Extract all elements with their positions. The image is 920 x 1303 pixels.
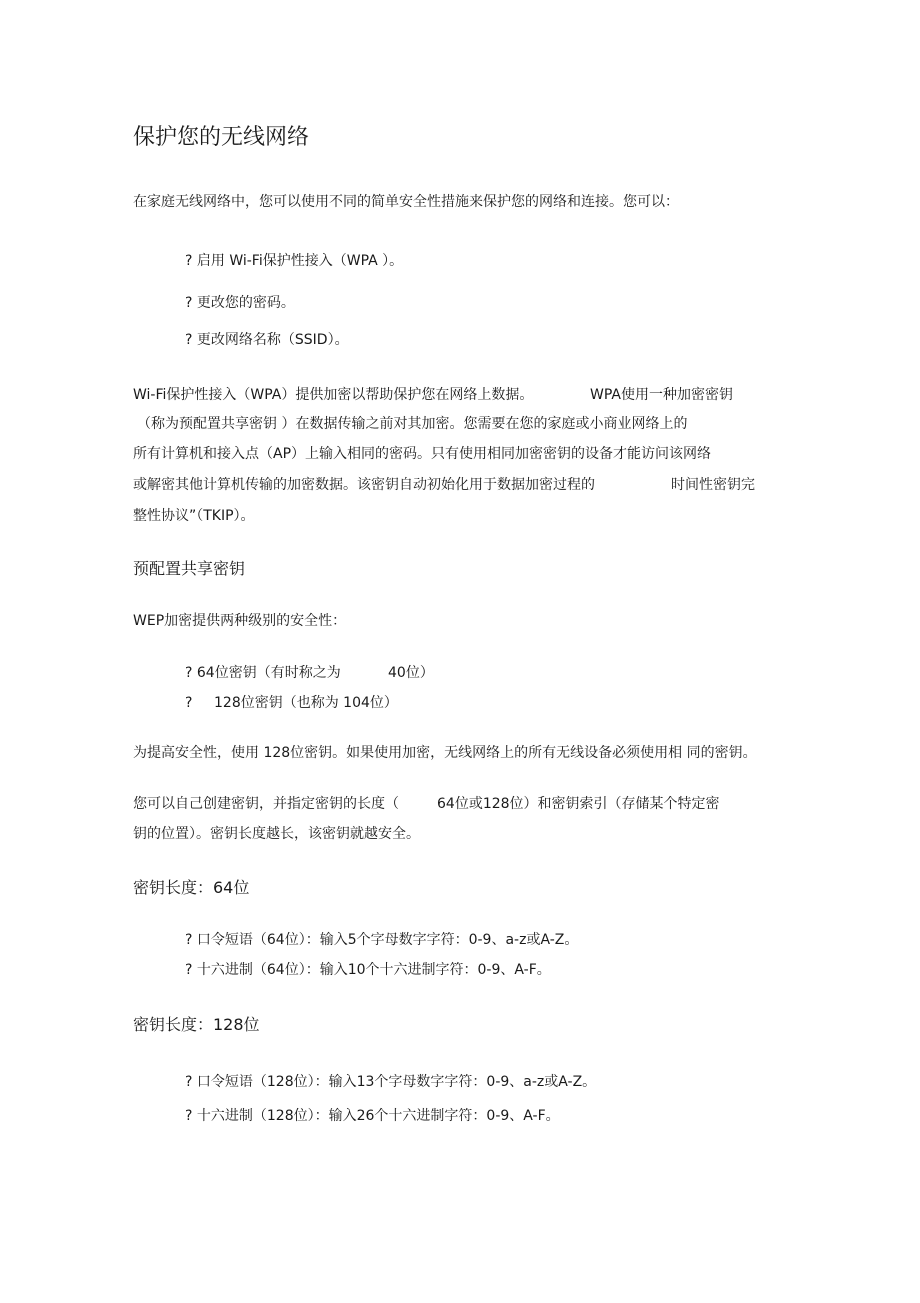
section-heading-64: 密钥长度：64位 xyxy=(133,878,250,897)
list-item: 128位密钥（也称为 104位） xyxy=(214,695,398,711)
intro-paragraph: 在家庭无线网络中，您可以使用不同的简单安全性措施来保护您的网络和连接。您可以： xyxy=(133,194,679,210)
wpa-line-4b: 时间性密钥完 xyxy=(671,477,755,493)
wpa-line-1b: WPA使用一种加密密钥 xyxy=(590,387,733,403)
list-bullet: ? xyxy=(185,695,193,711)
wpa-line-4a: 或解密其他计算机传输的加密数据。该密钥自动初始化用于数据加密过程的 xyxy=(133,477,595,493)
section-heading-128: 密钥长度：128位 xyxy=(133,1015,260,1034)
wpa-line-5: 整性协议”（TKIP）。 xyxy=(133,508,255,524)
list-item: ? 十六进制（64位）：输入10个十六进制字符：0-9、A-F。 xyxy=(185,962,551,978)
wpa-line-2: （称为预配置共享密钥 ）在数据传输之前对其加密。您需要在您的家庭或小商业网络上的 xyxy=(137,416,688,432)
list-item-value: 40位） xyxy=(388,665,434,681)
create-line-2: 钥的位置）。密钥长度越长，该密钥就越安全。 xyxy=(133,826,420,842)
list-item: ? 更改网络名称（SSID）。 xyxy=(185,332,349,348)
page-title: 保护您的无线网络 xyxy=(133,125,310,150)
list-item: ? 启用 Wi-Fi保护性接入（WPA ）。 xyxy=(185,253,404,269)
list-item: ? 64位密钥（有时称之为 xyxy=(185,665,341,681)
wpa-line-3: 所有计算机和接入点（AP）上输入相同的密码。只有使用相同加密密钥的设备才能访问该网络 xyxy=(133,446,712,462)
wep-intro: WEP加密提供两种级别的安全性： xyxy=(133,613,347,629)
wpa-line-1a: Wi-Fi保护性接入（WPA）提供加密以帮助保护您在网络上数据。 xyxy=(133,387,534,403)
list-item: ? 口令短语（128位）：输入13个字母数字字符：0-9、a-z或A-Z。 xyxy=(185,1074,597,1090)
security-paragraph: 为提高安全性，使用 128位密钥。如果使用加密，无线网络上的所有无线设备必须使用相 同的密钥。 xyxy=(133,745,757,761)
section-heading-psk: 预配置共享密钥 xyxy=(133,559,246,578)
create-line-1b: 64位或128位）和密钥索引（存储某个特定密 xyxy=(437,796,720,812)
list-item: ? 十六进制（128位）：输入26个十六进制字符：0-9、A-F。 xyxy=(185,1108,560,1124)
list-item: ? 口令短语（64位）：输入5个字母数字字符：0-9、a-z或A-Z。 xyxy=(185,932,579,948)
create-line-1a: 您可以自己创建密钥，并指定密钥的长度（ xyxy=(133,796,399,812)
list-item: ? 更改您的密码。 xyxy=(185,295,295,311)
